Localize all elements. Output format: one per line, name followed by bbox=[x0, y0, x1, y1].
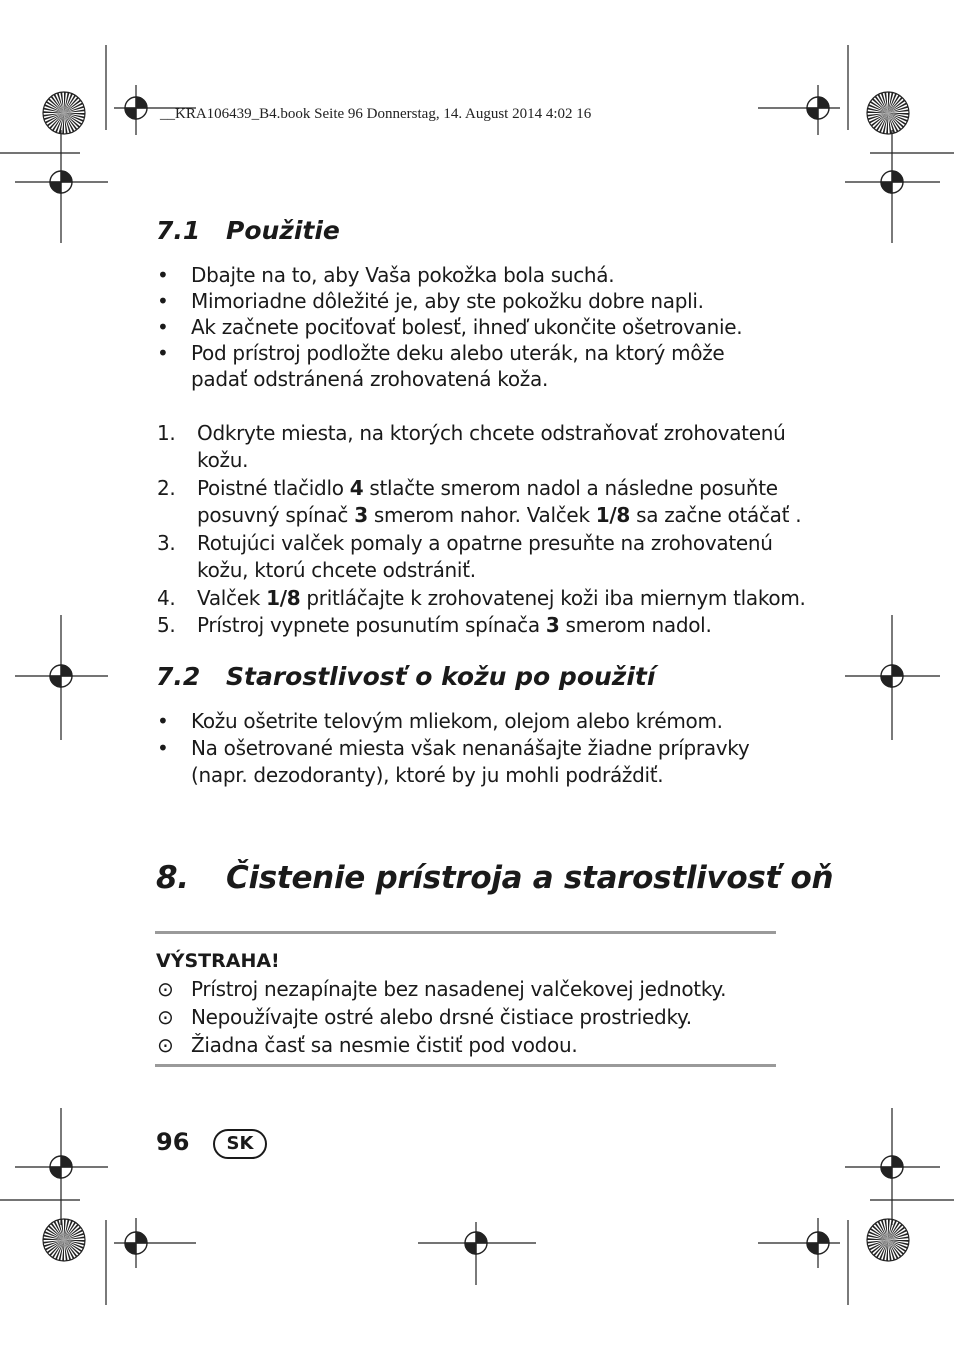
chapter-number: 8. bbox=[156, 860, 189, 896]
step-item-continuation: kožu, ktorú chcete odstrániť. bbox=[197, 558, 476, 582]
list-item: • Pod prístroj podložte deku alebo uterák, na ktorý môže bbox=[157, 341, 725, 365]
circled-dot-icon: ⊙ bbox=[157, 1033, 174, 1057]
starburst-target-icon bbox=[867, 92, 909, 134]
chapter-title: Čistenie prístroja a starostlivosť oň bbox=[226, 860, 834, 896]
bullet-dot: • bbox=[157, 315, 169, 339]
bullet-dot: • bbox=[157, 736, 169, 760]
section-title: Použitie bbox=[226, 216, 340, 245]
list-item: • Ak začnete pociťovať bolesť, ihneď ukončite ošetrovanie. bbox=[157, 315, 743, 339]
list-item: • Kožu ošetrite telovým mliekom, olejom alebo krémom. bbox=[157, 709, 723, 733]
bullet-dot: • bbox=[157, 341, 169, 365]
bullet-list-7-1 bbox=[157, 262, 797, 392]
warning-top-rule bbox=[155, 931, 776, 934]
registration-mark-icon bbox=[125, 1232, 147, 1254]
registration-mark-icon bbox=[50, 171, 72, 193]
warning-item: ⊙ Žiadna časť sa nesmie čistiť pod vodou. bbox=[157, 1033, 578, 1057]
warning-title: VÝSTRAHA! bbox=[156, 950, 280, 972]
registration-mark-icon bbox=[50, 665, 72, 687]
registration-mark-icon bbox=[807, 1232, 829, 1254]
registration-mark-icon bbox=[881, 171, 903, 193]
circled-dot-icon: ⊙ bbox=[157, 1005, 174, 1029]
registration-mark-icon bbox=[125, 97, 147, 119]
warning-list bbox=[157, 976, 797, 1060]
starburst-target-icon bbox=[43, 92, 85, 134]
warning-item: ⊙ Prístroj nezapínajte bez nasadenej valčekovej jednotky. bbox=[157, 977, 727, 1001]
step-item: 2. Poistné tlačidlo 4 stlačte smerom nadol a následne posuňte bbox=[157, 476, 778, 500]
print-header-line: __KRA106439_B4.book Seite 96 Donnerstag, 14. August 2014 4:02 16 bbox=[160, 106, 592, 122]
numbered-steps-7-1 bbox=[157, 420, 806, 639]
bullet-dot: • bbox=[157, 263, 169, 287]
registration-mark-icon bbox=[807, 97, 829, 119]
step-item: 4. Valček 1/8 pritláčajte k zrohovatenej koži iba miernym tlakom. bbox=[157, 586, 806, 610]
starburst-target-icon bbox=[867, 1219, 909, 1261]
step-item-continuation: kožu. bbox=[197, 448, 249, 472]
circled-dot-icon: ⊙ bbox=[157, 977, 174, 1001]
page-number: 96 bbox=[156, 1128, 190, 1156]
bullet-list-7-2 bbox=[157, 708, 797, 789]
step-item: 1. Odkryte miesta, na ktorých chcete odstraňovať zrohovatenú bbox=[157, 421, 786, 445]
starburst-target-icon bbox=[43, 1219, 85, 1261]
registration-mark-icon bbox=[50, 1156, 72, 1178]
section-heading-7-1 bbox=[156, 216, 340, 245]
step-item-continuation: posuvný spínač 3 smerom nahor. Valček 1/8 sa začne otáčať . bbox=[197, 503, 802, 527]
step-item: 5. Prístroj vypnete posunutím spínača 3 smerom nadol. bbox=[157, 613, 712, 637]
list-item-continuation: (napr. dezodoranty), ktoré by ju mohli podráždiť. bbox=[191, 763, 664, 787]
language-badge: SK bbox=[213, 1129, 267, 1159]
section-number: 7.2 bbox=[156, 662, 201, 691]
chapter-heading-8 bbox=[156, 860, 833, 896]
section-heading-7-2 bbox=[156, 662, 655, 691]
warning-item: ⊙ Nepoužívajte ostré alebo drsné čistiace prostriedky. bbox=[157, 1005, 692, 1029]
bullet-dot: • bbox=[157, 289, 169, 313]
registration-mark-icon bbox=[881, 665, 903, 687]
section-title: Starostlivosť o kožu po použití bbox=[226, 662, 656, 691]
section-number: 7.1 bbox=[156, 216, 201, 245]
registration-mark-icon bbox=[465, 1232, 487, 1254]
bullet-dot: • bbox=[157, 709, 169, 733]
list-item: • Mimoriadne dôležité je, aby ste pokožku dobre napli. bbox=[157, 289, 704, 313]
list-item: • Dbajte na to, aby Vaša pokožka bola suchá. bbox=[157, 263, 615, 287]
warning-bottom-rule bbox=[155, 1064, 776, 1067]
list-item-continuation: padať odstránená zrohovatená koža. bbox=[191, 367, 549, 391]
list-item: • Na ošetrované miesta však nenanášajte žiadne prípravky bbox=[157, 736, 750, 760]
step-item: 3. Rotujúci valček pomaly a opatrne presuňte na zrohovatenú bbox=[157, 531, 773, 555]
registration-mark-icon bbox=[881, 1156, 903, 1178]
